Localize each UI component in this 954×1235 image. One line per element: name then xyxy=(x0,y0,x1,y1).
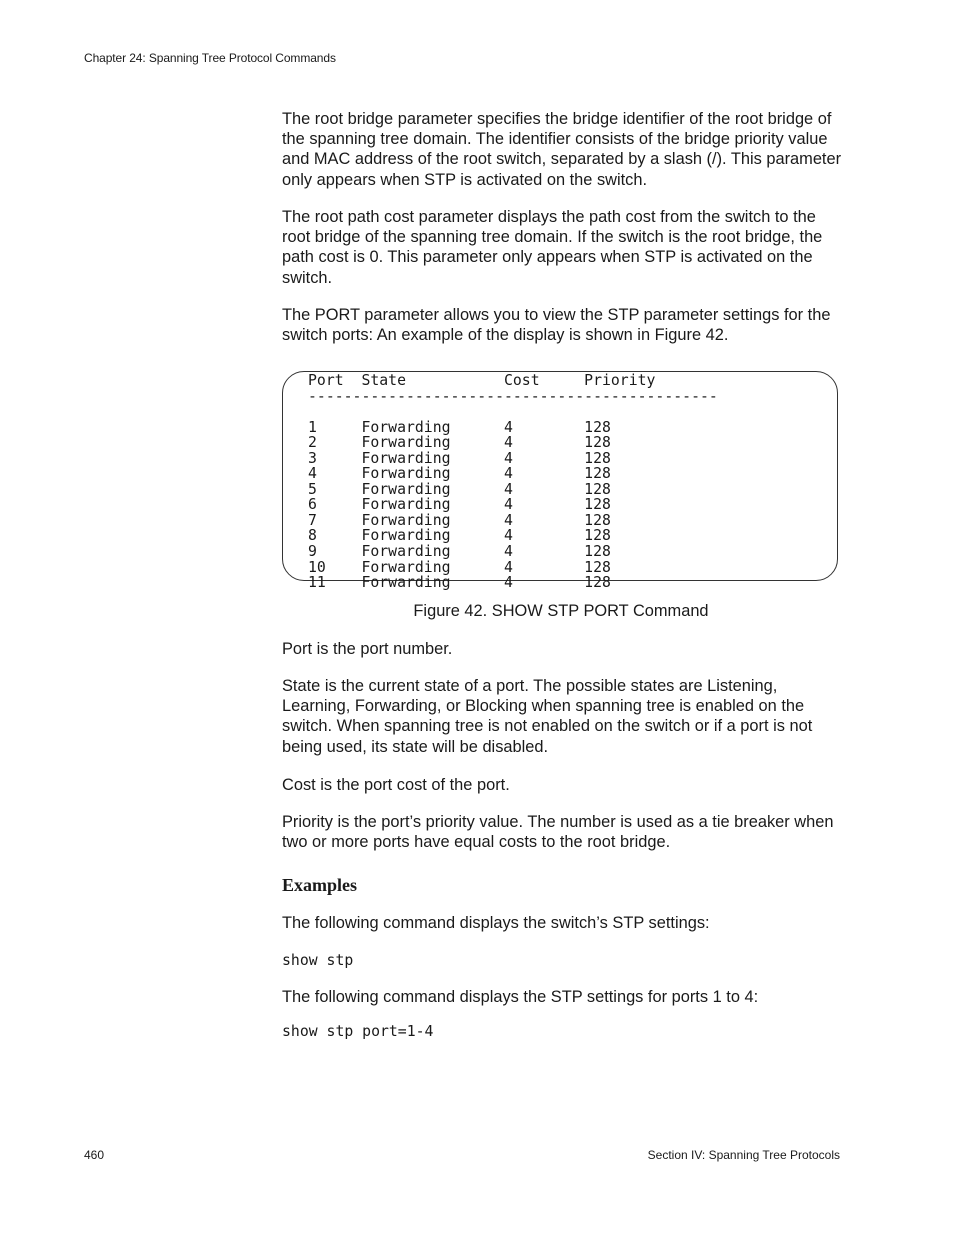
state-description: State is the current state of a port. The possible states are Listening, Learning, Forwarding, or Blocking when spanning tree is enabled on the switch. When spanning tree is not enabled on the switch or if a port is not being used, its state will be disabled. xyxy=(282,677,813,756)
example1-intro: The following command displays the switch’s STP settings: xyxy=(282,914,710,932)
running-header: Chapter 24: Spanning Tree Protocol Commands xyxy=(84,51,336,65)
figure-42-terminal-box xyxy=(282,371,838,592)
root-path-cost-paragraph: The root path cost parameter displays the path cost from the switch to the root bridge of the spanning tree domain. If the switch is the root bridge, the path cost is 0. This parameter only appears when STP is activated on the switch. xyxy=(282,208,823,287)
page-number: 460 xyxy=(84,1148,105,1162)
priority-description: Priority is the port’s priority value. The number is used as a tie breaker when two or more ports have equal costs to the root bridge. xyxy=(282,813,834,852)
port-parameter-paragraph: The PORT parameter allows you to view the STP parameter settings for the switch ports: An example of the display is shown in Figure 42. xyxy=(282,306,831,345)
stp-port-output: Port State Cost Priority ---------------------------------------------- 1 Forwarding 4 128 2 Forwarding 4 128 3 Forwarding 4 128 4 Forwarding 4 128 5 Forwarding 4 128 6 Forwarding 4 128 7 Forwarding 4 128 8 Forwarding 4 128 9 Forwarding 4 128 10 Forwarding 4 128 11 Forwarding 4 128 xyxy=(308,372,718,592)
figure-caption: Figure 42. SHOW STP PORT Command xyxy=(413,602,709,620)
running-footer: Section IV: Spanning Tree Protocols xyxy=(647,1148,840,1162)
command-show-stp-port: show stp port=1-4 xyxy=(282,1023,434,1040)
root-bridge-paragraph: The root bridge parameter specifies the bridge identifier of the root bridge of the spanning tree domain. The identifier consists of the bridge priority value and MAC address of the root switch, separated by a slash (/). This parameter only appears when STP is activated on the switch. xyxy=(282,110,842,189)
example2-intro: The following command displays the STP settings for ports 1 to 4: xyxy=(282,988,759,1006)
port-description: Port is the port number. xyxy=(282,640,453,658)
cost-description: Cost is the port cost of the port. xyxy=(282,776,510,794)
command-show-stp: show stp xyxy=(282,952,354,969)
examples-heading: Examples xyxy=(282,875,358,895)
